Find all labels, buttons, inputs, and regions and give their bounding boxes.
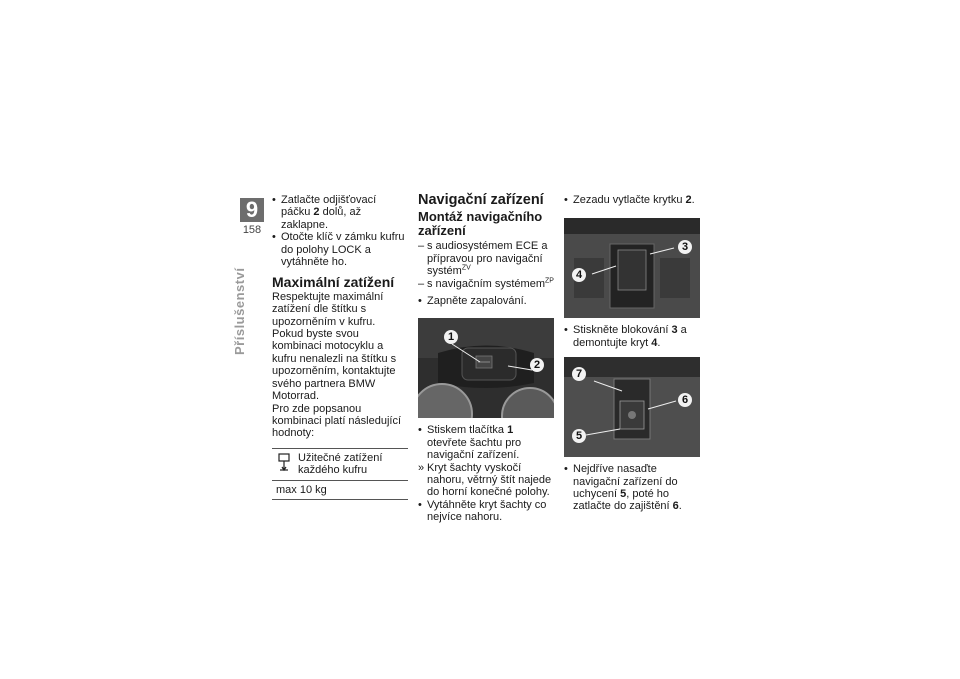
- list-item: • Zatlačte odjišťovací páčku 2 dolů, až zaklapne.: [272, 194, 408, 231]
- list-item: • Otočte klíč v zámku kufru do polohy LOCK a vytáhněte ho.: [272, 231, 408, 268]
- spec-title: Užitečné zatížení každého kufru: [298, 451, 383, 476]
- section-label: Příslušenství: [232, 267, 247, 355]
- photo-nav-cover: [564, 218, 700, 318]
- column-1: [272, 194, 408, 500]
- callout-6: 6: [678, 393, 692, 407]
- callout-5: 5: [572, 429, 586, 443]
- callout-2: 2: [530, 358, 544, 372]
- spec-table: [272, 448, 408, 500]
- callout-7: 7: [572, 367, 586, 381]
- spec-header: [272, 449, 408, 481]
- paragraph: Respektujte maximální zatížení dle štítku s upozorněním v kufru.: [272, 290, 384, 328]
- list-item: • Zapněte zapalování.: [418, 295, 554, 307]
- list-item: • Nejdříve nasaďte navigační zařízení do uchycení 5, poté ho zatlačte do zajištění 6.: [564, 463, 702, 513]
- callout-4: 4: [572, 268, 586, 282]
- callout-3: 3: [678, 240, 692, 254]
- list-item: • Zezadu vytlačte krytku 2.: [564, 194, 702, 206]
- chapter-number: 9: [240, 198, 264, 222]
- spec-value: max 10 kg: [272, 481, 408, 500]
- section-heading: Navigační zařízení: [418, 192, 544, 208]
- cover-photo-image: [564, 218, 700, 318]
- column-3: [564, 194, 702, 513]
- paragraph: Pokud byste svou kombinaci motocyklu a kufru nenalezli na štítku s upozorněním, kontaktujte svého partnera BMW Motorrad.: [272, 328, 397, 403]
- photo-nav-shaft: [418, 318, 554, 418]
- column-2: [418, 194, 554, 524]
- list-item: – s audiosystémem ECE a přípravou pro navigační systém$^{ZV}$: [418, 240, 554, 277]
- load-weight-icon: [276, 452, 292, 474]
- page-number: 158: [242, 224, 262, 236]
- photo-nav-mount: [564, 357, 700, 457]
- list-item: • Stiskem tlačítka 1 otevřete šachtu pro navigační zařízení.: [418, 424, 554, 461]
- paragraph: Pro zde popsanou kombinaci platí následující hodnoty:: [272, 402, 402, 440]
- callout-1: 1: [444, 330, 458, 344]
- section-heading: Maximální zatížení: [272, 274, 395, 291]
- list-item: – s navigačním systémem$^{ZP}$: [418, 278, 554, 290]
- sub-heading: Montáž navigačního zařízení: [418, 209, 543, 239]
- list-item: • Stiskněte blokování 3 a demontujte kryt 4.: [564, 324, 702, 349]
- list-item: • Vytáhněte kryt šachty co nejvíce nahoru.: [418, 499, 554, 524]
- list-item: » Kryt šachty vyskočí nahoru, větrný štít najede do horní konečné polohy.: [418, 462, 554, 499]
